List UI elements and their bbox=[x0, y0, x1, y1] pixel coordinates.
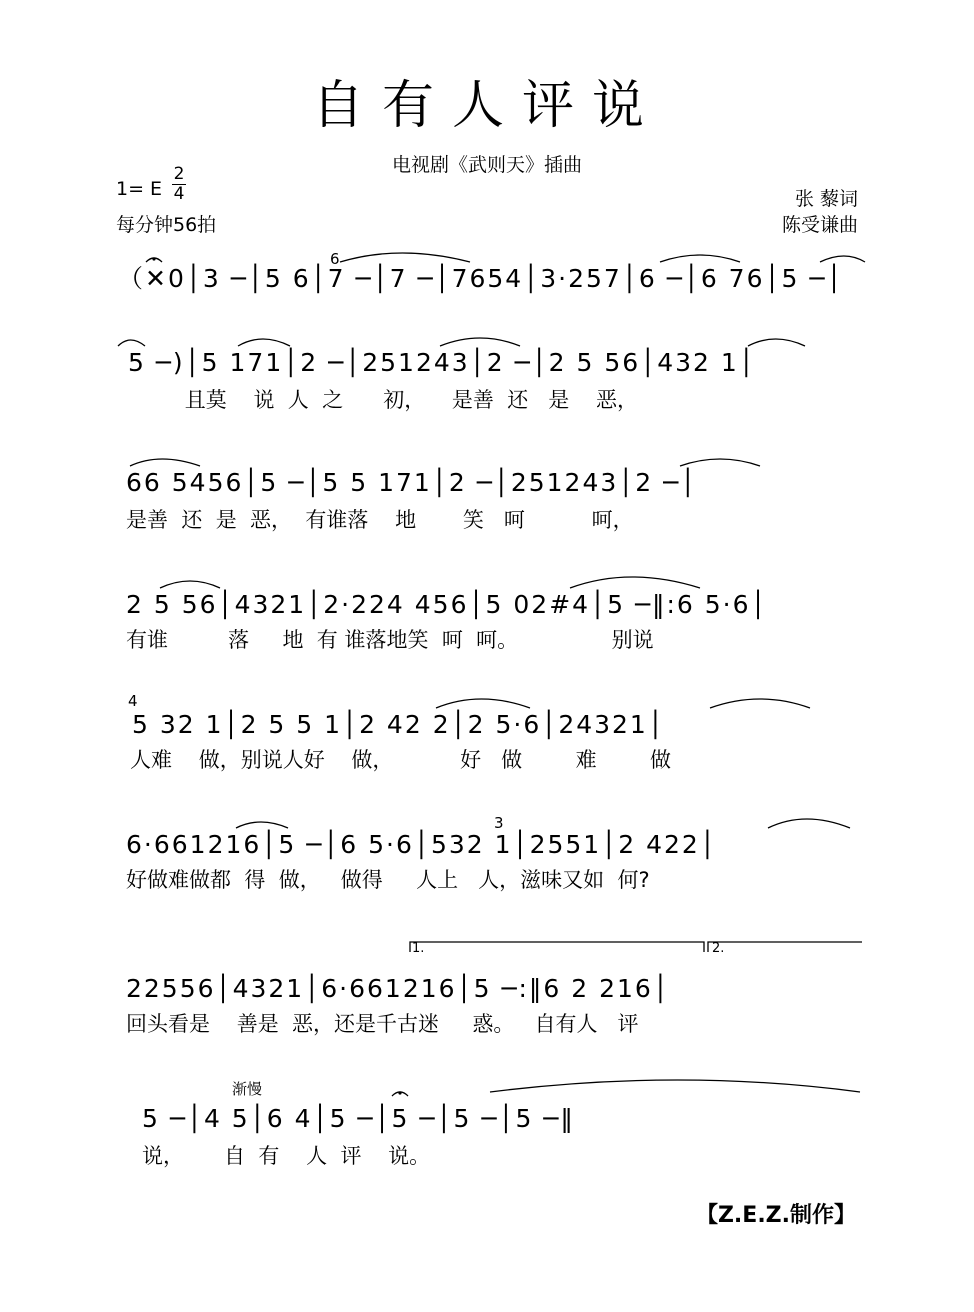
time-sig-top: 2 bbox=[173, 164, 185, 184]
grace-note-1: 6 bbox=[330, 250, 340, 268]
slur-line5-b bbox=[710, 699, 810, 708]
slur-line5-a bbox=[436, 699, 530, 708]
slur-line8-a bbox=[490, 1080, 860, 1092]
score-line-4-notes: 2 5 56│4321│2·224 456│5 02#4│5 ─‖:6 5·6│ bbox=[126, 590, 768, 619]
fermata-dot-2 bbox=[398, 1091, 401, 1094]
slur-line2-b bbox=[238, 339, 290, 346]
slur-line4-a bbox=[160, 581, 220, 588]
slur-line4-b bbox=[570, 577, 700, 588]
score-line-6-notes: 6·661216│5 ─│6 5·6│532 1│2551│2 422│ bbox=[126, 830, 717, 859]
slur-line6-a bbox=[236, 822, 288, 828]
score-line-1-notes: （✕0│3 ─│5 6│7 ─│7 ─│7654│3·257│6 ─│6 76│5 ─│ bbox=[118, 264, 844, 293]
slur-line3-b bbox=[680, 459, 760, 466]
first-ending-bracket bbox=[410, 942, 704, 952]
slur-line2-d bbox=[748, 339, 805, 346]
grace-note-2: 4 bbox=[128, 692, 138, 710]
score-line-8-lyrics: 说， 自 有 人 评 说。 bbox=[142, 1144, 431, 1168]
score-line-7-notes: 22556│4321│6·661216│5 ─:‖6 2 216│ bbox=[126, 974, 670, 1003]
score-line-7-lyrics: 回头看是 善是 恶，还是千古迷 惑。 自有人 评 bbox=[126, 1012, 639, 1036]
score-line-8-notes: 5 ─│4 5│6 4│5 ─│5 ─│5 ─│5 ─‖ bbox=[142, 1104, 575, 1133]
slur-line6-b bbox=[768, 819, 850, 828]
composer-credit: 陈受谦曲 bbox=[781, 214, 858, 236]
second-ending-label: 2. bbox=[712, 941, 725, 956]
first-ending-label: 1. bbox=[412, 941, 425, 956]
song-subtitle: 电视剧《武则天》插曲 bbox=[391, 154, 582, 176]
score-line-6-lyrics: 好做难做都 得 做， 做得 人上 人，滋味又如 何? bbox=[126, 868, 650, 892]
score-line-5-lyrics: 人难 做，别说人好 做， 好 做 难 做 bbox=[130, 748, 671, 772]
key-signature: 1= E bbox=[116, 178, 163, 200]
score-line-3-notes: 66 5456│5 ─│5 5 171│2 ─│251243│2 ─│ bbox=[126, 468, 698, 497]
credit-footer: 【Z.E.Z.制作】 bbox=[695, 1203, 856, 1228]
fermata-dot-1 bbox=[152, 257, 155, 260]
slur-line3-a bbox=[130, 459, 200, 466]
tempo-marking: 每分钟56拍 bbox=[116, 214, 217, 236]
slur-line2-c bbox=[440, 338, 520, 346]
score-line-4-lyrics: 有谁 落 地 有 谁落地笑 呵 呵。 别说 bbox=[126, 628, 654, 652]
slur-line1-c bbox=[820, 256, 865, 262]
lyricist-credit: 张 藜词 bbox=[794, 188, 858, 210]
time-sig-bottom: 4 bbox=[173, 184, 185, 204]
song-title: 自有人评说 bbox=[311, 76, 662, 136]
grace-note-3: 3 bbox=[494, 814, 504, 832]
score-line-2-notes: 5 ─)│5 171│2 ─│251243│2 ─│2 5 56│432 1│ bbox=[118, 348, 756, 377]
slur-line1-a bbox=[340, 253, 470, 262]
score-line-5-notes: 5 32 1│2 5 5 1│2 42 2│2 5·6│24321│ bbox=[132, 710, 665, 739]
second-ending-bracket bbox=[708, 942, 862, 952]
score-line-2-lyrics: 且莫 说 人 之 初， 是善 还 是 恶， bbox=[118, 388, 638, 412]
score-line-3-lyrics: 是善 还 是 恶， 有谁落 地 笑 呵 呵， bbox=[126, 508, 634, 532]
slur-line1-b bbox=[660, 255, 740, 262]
slur-line2-a bbox=[118, 340, 145, 346]
tempo-change-mark: 渐慢 bbox=[232, 1080, 263, 1098]
